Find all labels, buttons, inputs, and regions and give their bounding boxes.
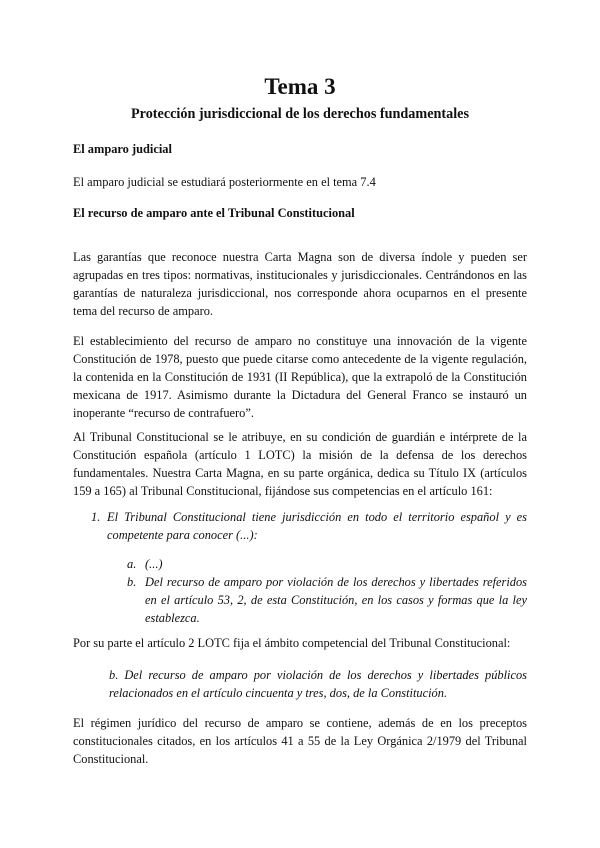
paragraph-amparo-judicial: El amparo judicial se estudiará posteriormente en el tema 7.4 — [73, 175, 376, 189]
page-title: Tema 3 — [264, 74, 336, 99]
page-subtitle: Protección jurisdiccional de los derechos fundamentales — [131, 106, 469, 122]
quote-lotc-article-2: b. Del recurso de amparo por violación de los derechos y libertades públicos relacionados en el artículo cincuenta y tres, dos, de la Constitución. — [109, 668, 527, 700]
paragraph-lotc: Por su parte el artículo 2 LOTC fija el ámbito competencial del Tribunal Constitucional: — [73, 636, 511, 650]
paragraph-regimen-juridico: El régimen jurídico del recurso de amparo se contiene, además de en los preceptos constitucionales citados, en los artículos 41 a 55 de la Ley Orgánica 2/1979 del Tribunal Constitucional. — [73, 716, 527, 766]
list-item — [91, 508, 527, 544]
list-item-text: El Tribunal Constitucional tiene jurisdicción en todo el territorio español y es competente para conocer (...): — [107, 510, 527, 542]
list-item-number: 1. — [91, 510, 101, 524]
list-item — [127, 573, 527, 627]
list-item-letter: b. — [127, 575, 137, 589]
list-item-letter: a. — [127, 557, 137, 571]
lettered-list — [127, 555, 527, 627]
numbered-list — [91, 508, 527, 544]
list-item-text: Del recurso de amparo por violación de los derechos y libertades referidos en el artículo 53, 2, de esta Constitución, en los casos y formas que la ley establezca. — [145, 575, 527, 625]
section-heading-recurso-amparo: El recurso de amparo ante el Tribunal Constitucional — [73, 206, 355, 220]
list-item — [127, 555, 527, 573]
paragraph-garantias: Las garantías que reconoce nuestra Carta Magna son de diversa índole y pueden ser agrupadas en tres tipos: normativas, institucionales y jurisdiccionales. Centrándonos en las garantías de naturaleza jurisdiccional, nos corresponde ahora ocuparnos en el presente tema del recurso de amparo. — [73, 250, 527, 318]
paragraph-tribunal: Al Tribunal Constitucional se le atribuye, en su condición de guardián e intérprete de la Constitución española (artículo 1 LOTC) la misión de la defensa de los derechos fundamentales. Nuestra Carta Magna, en su parte orgánica, dedica su Título IX (artículos 159 a 165) al Tribunal Constitucional, fijándose sus competencias en el artículo 161: — [73, 430, 527, 498]
list-item-text: (...) — [145, 557, 163, 571]
section-heading-amparo-judicial: El amparo judicial — [73, 142, 172, 156]
paragraph-establecimiento: El establecimiento del recurso de amparo no constituye una innovación de la vigente Constitución de 1978, puesto que puede citarse como antecedente de la vigente regulación, la contenida en la Constitución de 1931 (II República), que la extrapoló de la Constitución mexicana de 1917. Asimismo durante la Dictadura del General Franco se instauró un inoperante “recurso de contrafuero”. — [73, 334, 527, 420]
